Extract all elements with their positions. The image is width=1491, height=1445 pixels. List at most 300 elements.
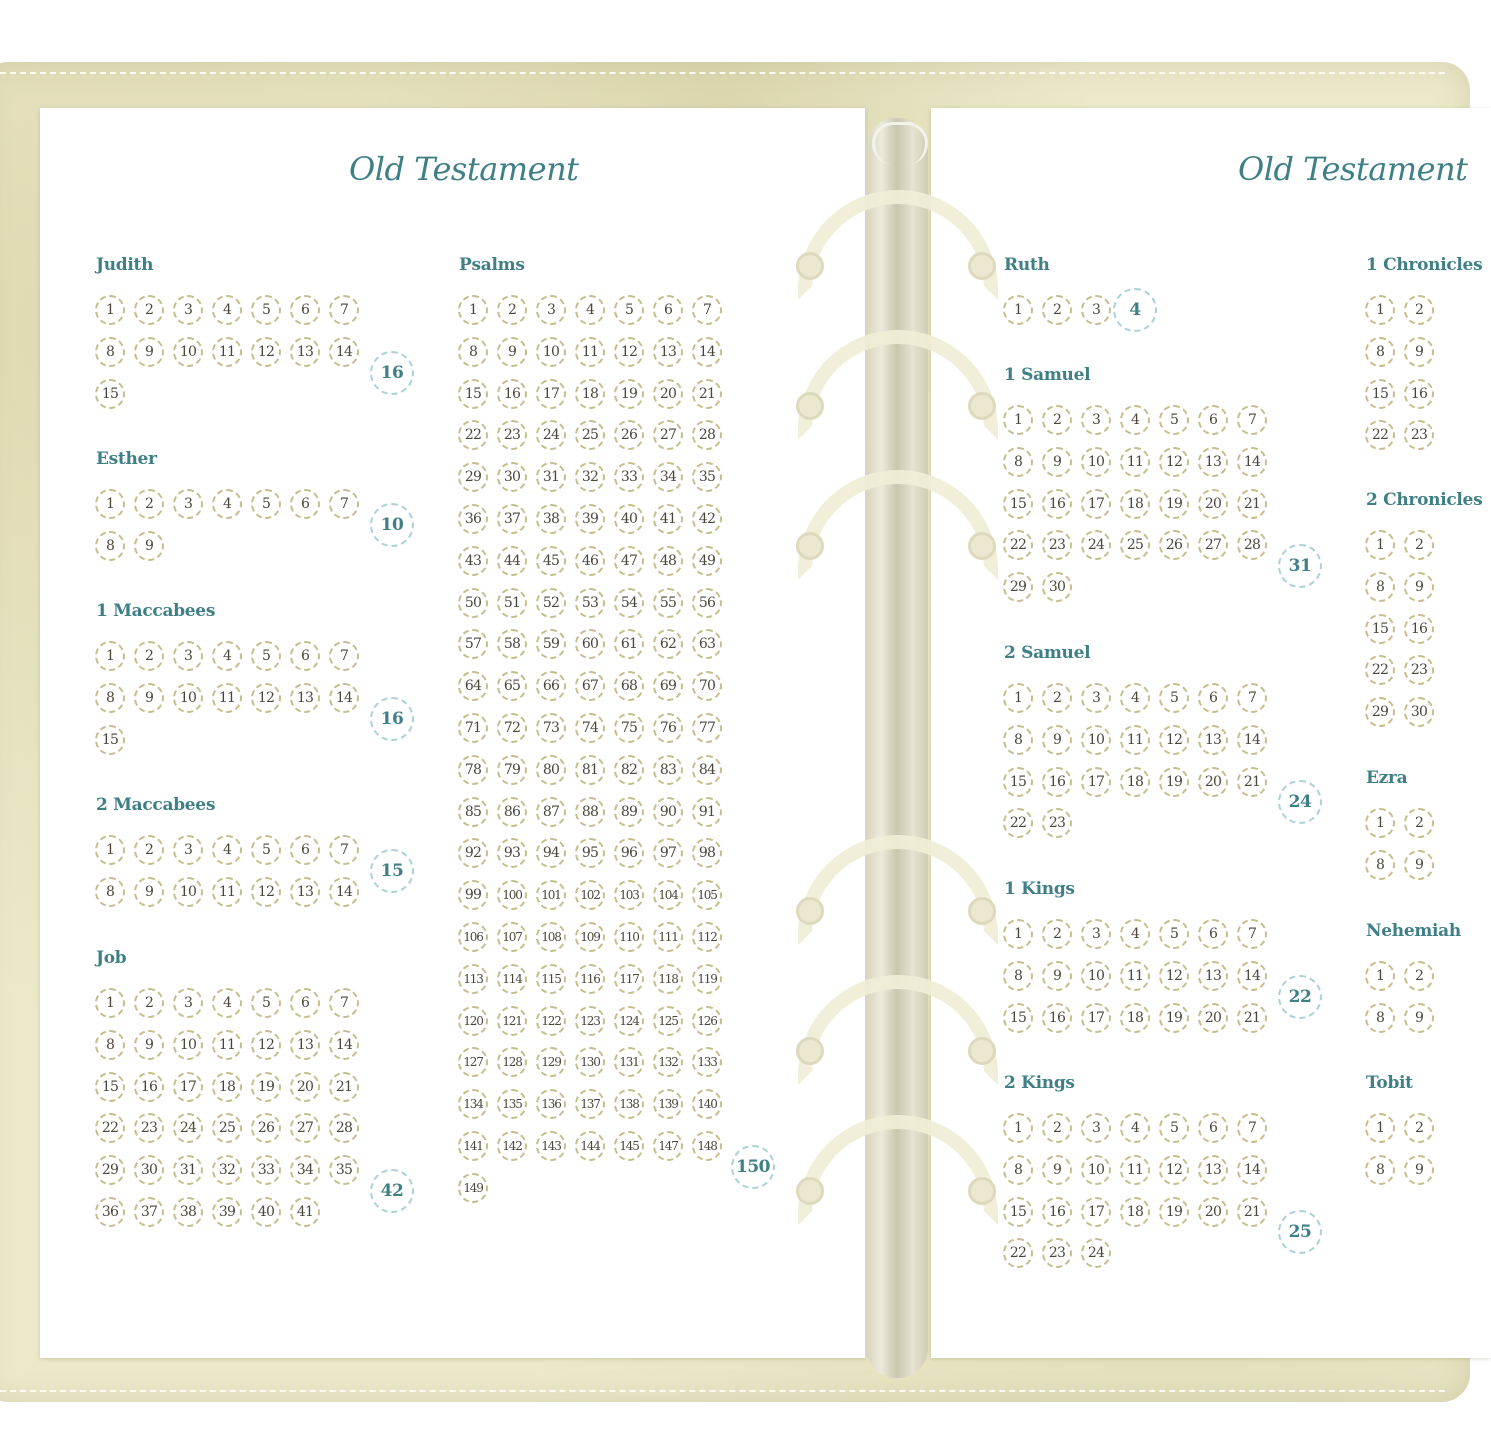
chapter-checkbox[interactable]: 19: [614, 379, 644, 409]
chapter-checkbox[interactable]: 24: [1081, 1238, 1111, 1268]
chapter-checkbox[interactable]: 14: [1237, 725, 1267, 755]
chapter-checkbox[interactable]: 18: [1120, 1003, 1150, 1033]
chapter-checkbox[interactable]: 9: [134, 531, 164, 561]
chapter-checkbox[interactable]: 29: [95, 1155, 125, 1185]
chapter-checkbox[interactable]: 42: [692, 504, 722, 534]
chapter-checkbox[interactable]: 9: [1042, 725, 1072, 755]
chapter-checkbox[interactable]: 66: [536, 671, 566, 701]
chapter-checkbox[interactable]: 2: [1042, 405, 1072, 435]
chapter-checkbox[interactable]: 116: [575, 964, 605, 994]
chapter-checkbox[interactable]: 16: [497, 379, 527, 409]
chapter-checkbox[interactable]: 95: [575, 838, 605, 868]
chapter-checkbox[interactable]: 5: [1159, 683, 1189, 713]
chapter-checkbox[interactable]: 18: [1120, 767, 1150, 797]
chapter-checkbox[interactable]: 23: [134, 1113, 164, 1143]
chapter-checkbox[interactable]: 61: [614, 629, 644, 659]
chapter-checkbox[interactable]: 5: [251, 835, 281, 865]
chapter-checkbox[interactable]: 115: [536, 964, 566, 994]
chapter-checkbox[interactable]: 36: [95, 1197, 125, 1227]
chapter-checkbox[interactable]: 41: [290, 1197, 320, 1227]
chapter-checkbox[interactable]: 18: [212, 1072, 242, 1102]
chapter-checkbox[interactable]: 11: [212, 877, 242, 907]
chapter-checkbox[interactable]: 34: [290, 1155, 320, 1185]
chapter-checkbox[interactable]: 25: [212, 1113, 242, 1143]
chapter-checkbox[interactable]: 7: [329, 295, 359, 325]
chapter-checkbox[interactable]: 83: [653, 755, 683, 785]
chapter-checkbox[interactable]: 90: [653, 797, 683, 827]
chapter-checkbox[interactable]: 19: [1159, 767, 1189, 797]
chapter-checkbox[interactable]: 27: [290, 1113, 320, 1143]
chapter-checkbox[interactable]: 8: [458, 337, 488, 367]
chapter-checkbox[interactable]: 6: [1198, 919, 1228, 949]
chapter-checkbox[interactable]: 33: [614, 462, 644, 492]
chapter-checkbox[interactable]: 15: [458, 379, 488, 409]
chapter-checkbox[interactable]: 33: [251, 1155, 281, 1185]
chapter-checkbox[interactable]: 10: [1081, 1155, 1111, 1185]
chapter-checkbox[interactable]: 11: [212, 1030, 242, 1060]
chapter-checkbox[interactable]: 49: [692, 546, 722, 576]
chapter-checkbox[interactable]: 14: [329, 683, 359, 713]
chapter-checkbox[interactable]: 34: [653, 462, 683, 492]
chapter-checkbox[interactable]: 1: [95, 835, 125, 865]
chapter-checkbox[interactable]: 139: [653, 1089, 683, 1119]
chapter-checkbox[interactable]: 17: [1081, 767, 1111, 797]
chapter-checkbox[interactable]: 18: [1120, 1197, 1150, 1227]
chapter-checkbox[interactable]: 23: [1042, 1238, 1072, 1268]
chapter-checkbox[interactable]: 2: [1042, 919, 1072, 949]
chapter-checkbox[interactable]: 8: [95, 337, 125, 367]
chapter-checkbox[interactable]: 9: [1042, 1155, 1072, 1185]
chapter-checkbox[interactable]: 12: [1159, 725, 1189, 755]
chapter-checkbox[interactable]: 9: [1404, 337, 1434, 367]
chapter-checkbox[interactable]: 3: [1081, 295, 1111, 325]
chapter-checkbox[interactable]: 84: [692, 755, 722, 785]
chapter-checkbox[interactable]: 14: [329, 1030, 359, 1060]
chapter-checkbox[interactable]: 17: [536, 379, 566, 409]
chapter-checkbox[interactable]: 2: [134, 835, 164, 865]
chapter-checkbox[interactable]: 106: [458, 922, 488, 952]
chapter-checkbox[interactable]: 21: [329, 1072, 359, 1102]
chapter-checkbox[interactable]: 11: [1120, 961, 1150, 991]
chapter-checkbox[interactable]: 97: [653, 838, 683, 868]
chapter-checkbox[interactable]: 4: [1120, 919, 1150, 949]
chapter-checkbox[interactable]: 9: [497, 337, 527, 367]
chapter-checkbox[interactable]: 40: [614, 504, 644, 534]
chapter-checkbox[interactable]: 44: [497, 546, 527, 576]
chapter-checkbox[interactable]: 142: [497, 1131, 527, 1161]
chapter-checkbox[interactable]: 21: [1237, 767, 1267, 797]
chapter-checkbox[interactable]: 8: [1365, 850, 1395, 880]
chapter-checkbox[interactable]: 15: [1003, 489, 1033, 519]
chapter-checkbox[interactable]: 120: [458, 1006, 488, 1036]
chapter-checkbox[interactable]: 14: [1237, 447, 1267, 477]
chapter-checkbox[interactable]: 38: [536, 504, 566, 534]
chapter-checkbox[interactable]: 10: [1081, 447, 1111, 477]
chapter-checkbox[interactable]: 17: [173, 1072, 203, 1102]
chapter-checkbox[interactable]: 130: [575, 1047, 605, 1077]
chapter-checkbox[interactable]: 13: [290, 683, 320, 713]
chapter-checkbox[interactable]: 6: [653, 295, 683, 325]
chapter-checkbox[interactable]: 2: [134, 641, 164, 671]
chapter-checkbox[interactable]: 86: [497, 797, 527, 827]
chapter-checkbox[interactable]: 3: [1081, 919, 1111, 949]
chapter-checkbox[interactable]: 2: [134, 988, 164, 1018]
chapter-checkbox[interactable]: 22: [1003, 530, 1033, 560]
chapter-checkbox[interactable]: 2: [1404, 1113, 1434, 1143]
chapter-checkbox[interactable]: 26: [1159, 530, 1189, 560]
chapter-checkbox[interactable]: 149: [458, 1173, 488, 1203]
chapter-checkbox[interactable]: 1: [1365, 295, 1395, 325]
chapter-checkbox[interactable]: 126: [692, 1006, 722, 1036]
chapter-checkbox[interactable]: 4: [212, 489, 242, 519]
chapter-checkbox[interactable]: 32: [575, 462, 605, 492]
chapter-checkbox[interactable]: 63: [692, 629, 722, 659]
chapter-checkbox[interactable]: 94: [536, 838, 566, 868]
chapter-checkbox[interactable]: 9: [1404, 850, 1434, 880]
chapter-checkbox[interactable]: 87: [536, 797, 566, 827]
chapter-checkbox[interactable]: 67: [575, 671, 605, 701]
chapter-checkbox[interactable]: 141: [458, 1131, 488, 1161]
chapter-checkbox[interactable]: 22: [1365, 420, 1395, 450]
chapter-checkbox[interactable]: 39: [212, 1197, 242, 1227]
chapter-checkbox[interactable]: 6: [1198, 1113, 1228, 1143]
chapter-checkbox[interactable]: 6: [1198, 683, 1228, 713]
chapter-checkbox[interactable]: 9: [1404, 1155, 1434, 1185]
last-chapter-checkbox[interactable]: 31: [1278, 544, 1322, 588]
chapter-checkbox[interactable]: 1: [1003, 295, 1033, 325]
chapter-checkbox[interactable]: 57: [458, 629, 488, 659]
chapter-checkbox[interactable]: 22: [1003, 1238, 1033, 1268]
chapter-checkbox[interactable]: 9: [1404, 1003, 1434, 1033]
chapter-checkbox[interactable]: 3: [173, 988, 203, 1018]
chapter-checkbox[interactable]: 15: [1003, 1197, 1033, 1227]
chapter-checkbox[interactable]: 134: [458, 1089, 488, 1119]
chapter-checkbox[interactable]: 15: [1365, 379, 1395, 409]
chapter-checkbox[interactable]: 22: [458, 420, 488, 450]
chapter-checkbox[interactable]: 148: [692, 1131, 722, 1161]
chapter-checkbox[interactable]: 7: [329, 641, 359, 671]
chapter-checkbox[interactable]: 15: [95, 1072, 125, 1102]
chapter-checkbox[interactable]: 10: [173, 683, 203, 713]
chapter-checkbox[interactable]: 15: [95, 379, 125, 409]
chapter-checkbox[interactable]: 104: [653, 880, 683, 910]
chapter-checkbox[interactable]: 7: [692, 295, 722, 325]
chapter-checkbox[interactable]: 2: [1042, 683, 1072, 713]
chapter-checkbox[interactable]: 8: [1003, 961, 1033, 991]
chapter-checkbox[interactable]: 19: [1159, 489, 1189, 519]
chapter-checkbox[interactable]: 37: [134, 1197, 164, 1227]
chapter-checkbox[interactable]: 36: [458, 504, 488, 534]
chapter-checkbox[interactable]: 72: [497, 713, 527, 743]
chapter-checkbox[interactable]: 19: [1159, 1003, 1189, 1033]
chapter-checkbox[interactable]: 4: [1120, 1113, 1150, 1143]
chapter-checkbox[interactable]: 53: [575, 588, 605, 618]
chapter-checkbox[interactable]: 3: [173, 295, 203, 325]
chapter-checkbox[interactable]: 92: [458, 838, 488, 868]
chapter-checkbox[interactable]: 16: [1042, 489, 1072, 519]
chapter-checkbox[interactable]: 1: [95, 988, 125, 1018]
chapter-checkbox[interactable]: 29: [1003, 572, 1033, 602]
chapter-checkbox[interactable]: 12: [251, 337, 281, 367]
chapter-checkbox[interactable]: 7: [329, 988, 359, 1018]
chapter-checkbox[interactable]: 100: [497, 880, 527, 910]
chapter-checkbox[interactable]: 17: [1081, 1197, 1111, 1227]
chapter-checkbox[interactable]: 2: [1042, 1113, 1072, 1143]
chapter-checkbox[interactable]: 24: [1081, 530, 1111, 560]
chapter-checkbox[interactable]: 50: [458, 588, 488, 618]
chapter-checkbox[interactable]: 55: [653, 588, 683, 618]
chapter-checkbox[interactable]: 9: [1404, 572, 1434, 602]
chapter-checkbox[interactable]: 20: [1198, 489, 1228, 519]
chapter-checkbox[interactable]: 26: [251, 1113, 281, 1143]
chapter-checkbox[interactable]: 122: [536, 1006, 566, 1036]
chapter-checkbox[interactable]: 15: [1365, 614, 1395, 644]
chapter-checkbox[interactable]: 46: [575, 546, 605, 576]
chapter-checkbox[interactable]: 4: [212, 988, 242, 1018]
chapter-checkbox[interactable]: 22: [1365, 655, 1395, 685]
chapter-checkbox[interactable]: 9: [134, 877, 164, 907]
chapter-checkbox[interactable]: 60: [575, 629, 605, 659]
chapter-checkbox[interactable]: 124: [614, 1006, 644, 1036]
chapter-checkbox[interactable]: 38: [173, 1197, 203, 1227]
chapter-checkbox[interactable]: 73: [536, 713, 566, 743]
last-chapter-checkbox[interactable]: 10: [370, 503, 414, 547]
chapter-checkbox[interactable]: 28: [329, 1113, 359, 1143]
chapter-checkbox[interactable]: 52: [536, 588, 566, 618]
last-chapter-checkbox[interactable]: 150: [731, 1145, 775, 1189]
chapter-checkbox[interactable]: 11: [1120, 447, 1150, 477]
chapter-checkbox[interactable]: 23: [1404, 420, 1434, 450]
chapter-checkbox[interactable]: 56: [692, 588, 722, 618]
chapter-checkbox[interactable]: 30: [1404, 697, 1434, 727]
chapter-checkbox[interactable]: 10: [536, 337, 566, 367]
chapter-checkbox[interactable]: 48: [653, 546, 683, 576]
chapter-checkbox[interactable]: 7: [1237, 683, 1267, 713]
chapter-checkbox[interactable]: 140: [692, 1089, 722, 1119]
chapter-checkbox[interactable]: 8: [1003, 447, 1033, 477]
chapter-checkbox[interactable]: 29: [458, 462, 488, 492]
chapter-checkbox[interactable]: 28: [1237, 530, 1267, 560]
chapter-checkbox[interactable]: 5: [251, 295, 281, 325]
chapter-checkbox[interactable]: 39: [575, 504, 605, 534]
chapter-checkbox[interactable]: 18: [1120, 489, 1150, 519]
chapter-checkbox[interactable]: 137: [575, 1089, 605, 1119]
chapter-checkbox[interactable]: 2: [1404, 530, 1434, 560]
chapter-checkbox[interactable]: 103: [614, 880, 644, 910]
last-chapter-checkbox[interactable]: 25: [1278, 1210, 1322, 1254]
chapter-checkbox[interactable]: 71: [458, 713, 488, 743]
chapter-checkbox[interactable]: 16: [134, 1072, 164, 1102]
last-chapter-checkbox[interactable]: 16: [370, 697, 414, 741]
chapter-checkbox[interactable]: 24: [536, 420, 566, 450]
chapter-checkbox[interactable]: 8: [1365, 1155, 1395, 1185]
chapter-checkbox[interactable]: 1: [1003, 683, 1033, 713]
chapter-checkbox[interactable]: 28: [692, 420, 722, 450]
chapter-checkbox[interactable]: 79: [497, 755, 527, 785]
chapter-checkbox[interactable]: 26: [614, 420, 644, 450]
chapter-checkbox[interactable]: 14: [692, 337, 722, 367]
chapter-checkbox[interactable]: 8: [1365, 1003, 1395, 1033]
chapter-checkbox[interactable]: 128: [497, 1047, 527, 1077]
chapter-checkbox[interactable]: 10: [1081, 961, 1111, 991]
chapter-checkbox[interactable]: 6: [290, 988, 320, 1018]
chapter-checkbox[interactable]: 27: [653, 420, 683, 450]
chapter-checkbox[interactable]: 47: [614, 546, 644, 576]
chapter-checkbox[interactable]: 4: [212, 295, 242, 325]
chapter-checkbox[interactable]: 12: [1159, 961, 1189, 991]
chapter-checkbox[interactable]: 4: [212, 835, 242, 865]
chapter-checkbox[interactable]: 6: [1198, 405, 1228, 435]
chapter-checkbox[interactable]: 64: [458, 671, 488, 701]
chapter-checkbox[interactable]: 54: [614, 588, 644, 618]
chapter-checkbox[interactable]: 1: [95, 295, 125, 325]
last-chapter-checkbox[interactable]: 16: [370, 351, 414, 395]
chapter-checkbox[interactable]: 37: [497, 504, 527, 534]
chapter-checkbox[interactable]: 127: [458, 1047, 488, 1077]
chapter-checkbox[interactable]: 21: [1237, 1003, 1267, 1033]
chapter-checkbox[interactable]: 20: [1198, 1003, 1228, 1033]
chapter-checkbox[interactable]: 138: [614, 1089, 644, 1119]
chapter-checkbox[interactable]: 43: [458, 546, 488, 576]
chapter-checkbox[interactable]: 5: [251, 988, 281, 1018]
chapter-checkbox[interactable]: 10: [1081, 725, 1111, 755]
chapter-checkbox[interactable]: 5: [1159, 1113, 1189, 1143]
chapter-checkbox[interactable]: 16: [1404, 379, 1434, 409]
chapter-checkbox[interactable]: 10: [173, 1030, 203, 1060]
chapter-checkbox[interactable]: 80: [536, 755, 566, 785]
chapter-checkbox[interactable]: 8: [1003, 1155, 1033, 1185]
chapter-checkbox[interactable]: 98: [692, 838, 722, 868]
chapter-checkbox[interactable]: 1: [1365, 808, 1395, 838]
chapter-checkbox[interactable]: 13: [290, 877, 320, 907]
chapter-checkbox[interactable]: 77: [692, 713, 722, 743]
chapter-checkbox[interactable]: 35: [329, 1155, 359, 1185]
chapter-checkbox[interactable]: 6: [290, 835, 320, 865]
chapter-checkbox[interactable]: 8: [95, 683, 125, 713]
chapter-checkbox[interactable]: 123: [575, 1006, 605, 1036]
chapter-checkbox[interactable]: 22: [95, 1113, 125, 1143]
last-chapter-checkbox[interactable]: 42: [370, 1169, 414, 1213]
chapter-checkbox[interactable]: 125: [653, 1006, 683, 1036]
chapter-checkbox[interactable]: 12: [251, 1030, 281, 1060]
chapter-checkbox[interactable]: 5: [1159, 919, 1189, 949]
chapter-checkbox[interactable]: 136: [536, 1089, 566, 1119]
chapter-checkbox[interactable]: 5: [1159, 405, 1189, 435]
chapter-checkbox[interactable]: 5: [251, 641, 281, 671]
chapter-checkbox[interactable]: 11: [1120, 725, 1150, 755]
chapter-checkbox[interactable]: 5: [614, 295, 644, 325]
chapter-checkbox[interactable]: 45: [536, 546, 566, 576]
chapter-checkbox[interactable]: 76: [653, 713, 683, 743]
chapter-checkbox[interactable]: 7: [329, 489, 359, 519]
chapter-checkbox[interactable]: 1: [1003, 919, 1033, 949]
chapter-checkbox[interactable]: 99: [458, 880, 488, 910]
chapter-checkbox[interactable]: 88: [575, 797, 605, 827]
chapter-checkbox[interactable]: 13: [1198, 725, 1228, 755]
chapter-checkbox[interactable]: 30: [497, 462, 527, 492]
chapter-checkbox[interactable]: 12: [1159, 1155, 1189, 1185]
chapter-checkbox[interactable]: 23: [1042, 530, 1072, 560]
chapter-checkbox[interactable]: 8: [95, 877, 125, 907]
chapter-checkbox[interactable]: 11: [212, 683, 242, 713]
chapter-checkbox[interactable]: 7: [1237, 919, 1267, 949]
chapter-checkbox[interactable]: 10: [173, 877, 203, 907]
chapter-checkbox[interactable]: 3: [173, 489, 203, 519]
chapter-checkbox[interactable]: 2: [134, 489, 164, 519]
chapter-checkbox[interactable]: 105: [692, 880, 722, 910]
chapter-checkbox[interactable]: 75: [614, 713, 644, 743]
chapter-checkbox[interactable]: 13: [290, 337, 320, 367]
chapter-checkbox[interactable]: 12: [614, 337, 644, 367]
chapter-checkbox[interactable]: 1: [1003, 405, 1033, 435]
chapter-checkbox[interactable]: 3: [173, 835, 203, 865]
chapter-checkbox[interactable]: 59: [536, 629, 566, 659]
chapter-checkbox[interactable]: 11: [212, 337, 242, 367]
chapter-checkbox[interactable]: 3: [1081, 405, 1111, 435]
chapter-checkbox[interactable]: 12: [251, 877, 281, 907]
chapter-checkbox[interactable]: 20: [1198, 1197, 1228, 1227]
chapter-checkbox[interactable]: 14: [1237, 961, 1267, 991]
last-chapter-checkbox[interactable]: 22: [1278, 975, 1322, 1019]
chapter-checkbox[interactable]: 10: [173, 337, 203, 367]
chapter-checkbox[interactable]: 51: [497, 588, 527, 618]
chapter-checkbox[interactable]: 8: [95, 531, 125, 561]
chapter-checkbox[interactable]: 7: [1237, 405, 1267, 435]
chapter-checkbox[interactable]: 119: [692, 964, 722, 994]
chapter-checkbox[interactable]: 143: [536, 1131, 566, 1161]
chapter-checkbox[interactable]: 15: [1003, 767, 1033, 797]
chapter-checkbox[interactable]: 58: [497, 629, 527, 659]
chapter-checkbox[interactable]: 19: [251, 1072, 281, 1102]
chapter-checkbox[interactable]: 23: [497, 420, 527, 450]
chapter-checkbox[interactable]: 68: [614, 671, 644, 701]
last-chapter-checkbox[interactable]: 24: [1278, 780, 1322, 824]
chapter-checkbox[interactable]: 144: [575, 1131, 605, 1161]
chapter-checkbox[interactable]: 114: [497, 964, 527, 994]
chapter-checkbox[interactable]: 21: [1237, 1197, 1267, 1227]
chapter-checkbox[interactable]: 4: [575, 295, 605, 325]
chapter-checkbox[interactable]: 20: [653, 379, 683, 409]
chapter-checkbox[interactable]: 1: [1365, 1113, 1395, 1143]
chapter-checkbox[interactable]: 4: [212, 641, 242, 671]
chapter-checkbox[interactable]: 17: [1081, 489, 1111, 519]
chapter-checkbox[interactable]: 131: [614, 1047, 644, 1077]
chapter-checkbox[interactable]: 14: [1237, 1155, 1267, 1185]
chapter-checkbox[interactable]: 31: [173, 1155, 203, 1185]
chapter-checkbox[interactable]: 69: [653, 671, 683, 701]
chapter-checkbox[interactable]: 13: [1198, 961, 1228, 991]
chapter-checkbox[interactable]: 21: [1237, 489, 1267, 519]
chapter-checkbox[interactable]: 40: [251, 1197, 281, 1227]
chapter-checkbox[interactable]: 6: [290, 641, 320, 671]
chapter-checkbox[interactable]: 9: [134, 337, 164, 367]
chapter-checkbox[interactable]: 147: [653, 1131, 683, 1161]
chapter-checkbox[interactable]: 30: [1042, 572, 1072, 602]
chapter-checkbox[interactable]: 1: [95, 641, 125, 671]
chapter-checkbox[interactable]: 19: [1159, 1197, 1189, 1227]
chapter-checkbox[interactable]: 15: [95, 725, 125, 755]
chapter-checkbox[interactable]: 4: [1120, 405, 1150, 435]
chapter-checkbox[interactable]: 2: [1404, 961, 1434, 991]
chapter-checkbox[interactable]: 3: [1081, 1113, 1111, 1143]
chapter-checkbox[interactable]: 12: [1159, 447, 1189, 477]
chapter-checkbox[interactable]: 91: [692, 797, 722, 827]
chapter-checkbox[interactable]: 121: [497, 1006, 527, 1036]
chapter-checkbox[interactable]: 11: [1120, 1155, 1150, 1185]
chapter-checkbox[interactable]: 24: [173, 1113, 203, 1143]
chapter-checkbox[interactable]: 7: [329, 835, 359, 865]
chapter-checkbox[interactable]: 81: [575, 755, 605, 785]
